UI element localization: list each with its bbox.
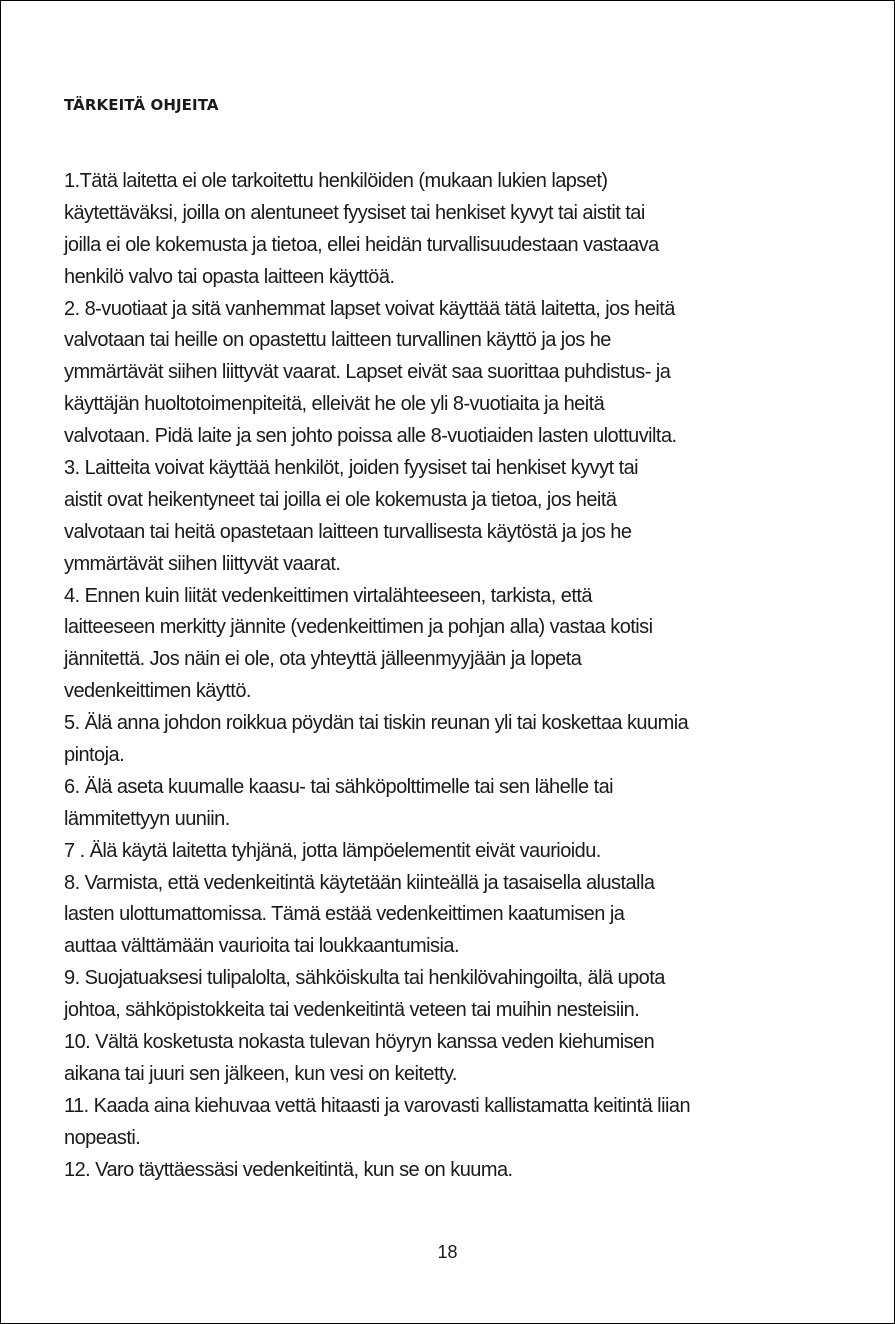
text-line: käytettäväksi, joilla on alentuneet fyysiset tai henkiset kyvyt tai aistit tai — [64, 201, 645, 224]
text-line: 11. Kaada aina kiehuvaa vettä hitaasti ja varovasti kallistamatta keitintä liian — [64, 1094, 691, 1117]
text-line: aistit ovat heikentyneet tai joilla ei ole kokemusta ja tietoa, jos heitä — [64, 488, 617, 511]
text-line: ymmärtävät siihen liittyvät vaarat. Lapset eivät saa suorittaa puhdistus- ja — [64, 361, 671, 384]
text-line: 8. Varmista, että vedenkeitintä käytetään kiinteällä ja tasaisella alustalla — [64, 871, 655, 894]
text-line: 10. Vältä kosketusta nokasta tulevan höyryn kanssa veden kiehumisen — [64, 1031, 655, 1054]
text-line: 12. Varo täyttäessäsi vedenkeitintä, kun se on kuuma. — [64, 1158, 513, 1181]
text-line: pintoja. — [64, 744, 125, 767]
text-line: lasten ulottumattomissa. Tämä estää vedenkeittimen kaatumisen ja — [64, 903, 625, 926]
text-line: 4. Ennen kuin liität vedenkeittimen virtalähteeseen, tarkista, että — [64, 584, 592, 607]
text-line: käyttäjän huoltotoimenpiteitä, elleivät he ole yli 8-vuotiaita ja heitä — [64, 393, 605, 416]
text-line: 1.Tätä laitetta ei ole tarkoitettu henkilöiden (mukaan lukien lapset) — [64, 170, 608, 192]
text-line: auttaa välttämään vaurioita tai loukkaantumisia. — [64, 935, 459, 958]
instructions-text — [64, 166, 834, 1187]
text-line: ymmärtävät siihen liittyvät vaarat. — [64, 552, 341, 575]
text-line: lämmitettyyn uuniin. — [64, 807, 230, 830]
text-line: 9. Suojatuaksesi tulipalolta, sähköiskulta tai henkilövahingoilta, älä upota — [64, 967, 665, 990]
text-line: nopeasti. — [64, 1126, 141, 1149]
text-line: henkilö valvo tai opasta laitteen käyttöä. — [64, 265, 395, 288]
section-heading: TÄRKEITÄ OHJEITA — [64, 96, 219, 114]
text-line: 7 . Älä käytä laitetta tyhjänä, jotta lämpöelementit eivät vaurioidu. — [64, 839, 601, 862]
text-line: 6. Älä aseta kuumalle kaasu- tai sähköpolttimelle tai sen lähelle tai — [64, 775, 614, 798]
text-line: valvotaan. Pidä laite ja sen johto poissa alle 8-vuotiaiden lasten ulottuvilta. — [64, 425, 677, 448]
text-line: 5. Älä anna johdon roikkua pöydän tai tiskin reunan yli tai koskettaa kuumia — [64, 712, 689, 735]
page-number: 18 — [437, 1242, 458, 1262]
text-line: joilla ei ole kokemusta ja tietoa, ellei heidän turvallisuudestaan vastaava — [64, 233, 659, 256]
text-line: johtoa, sähköpistokkeita tai vedenkeitintä veteen tai muihin nesteisiin. — [64, 999, 640, 1022]
text-line: 3. Laitteita voivat käyttää henkilöt, joiden fyysiset tai henkiset kyvyt tai — [64, 457, 639, 480]
text-line: jännitettä. Jos näin ei ole, ota yhteyttä jälleenmyyjään ja lopeta — [64, 648, 582, 671]
text-line: laitteeseen merkitty jännite (vedenkeittimen ja pohjan alla) vastaa kotisi — [64, 616, 653, 639]
text-line: 2. 8-vuotiaat ja sitä vanhemmat lapset voivat käyttää tätä laitetta, jos heitä — [64, 297, 675, 320]
text-line: valvotaan tai heille on opastettu laitteen turvallinen käyttö ja jos he — [64, 329, 611, 352]
text-line: valvotaan tai heitä opastetaan laitteen turvallisesta käytöstä ja jos he — [64, 520, 632, 543]
text-line: vedenkeittimen käyttö. — [64, 680, 251, 703]
text-line: aikana tai juuri sen jälkeen, kun vesi on keitetty. — [64, 1062, 457, 1085]
